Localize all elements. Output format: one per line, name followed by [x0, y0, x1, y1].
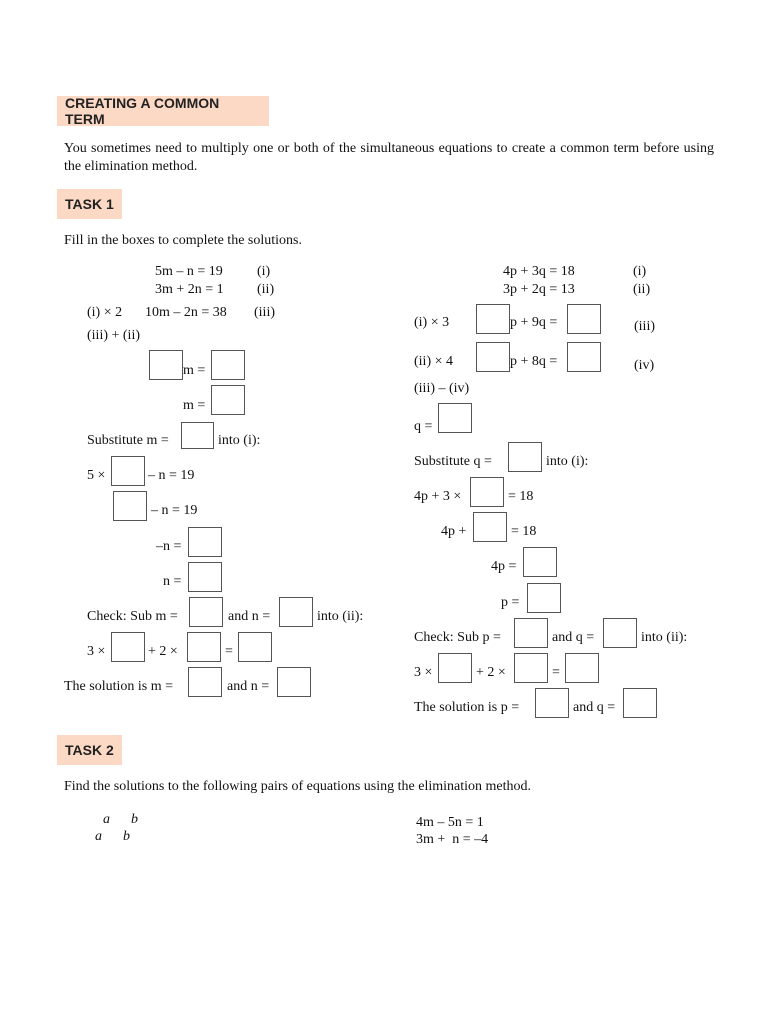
- answer-box[interactable]: [514, 653, 548, 683]
- answer-box[interactable]: [523, 547, 557, 577]
- task2-right-eq1: 4m – 5n = 1: [416, 815, 484, 830]
- answer-box[interactable]: [189, 597, 223, 627]
- left-solution-label: The solution is m =: [64, 679, 174, 694]
- left-line5-suffix: – n = 19: [148, 468, 195, 483]
- right-check-label: Check: Sub p =: [414, 630, 501, 645]
- answer-box[interactable]: [470, 477, 504, 507]
- left-verify-eq: =: [225, 644, 233, 659]
- answer-box[interactable]: [473, 512, 507, 542]
- right-solution-label: The solution is p =: [414, 700, 520, 715]
- right-sub-into: into (i):: [546, 454, 589, 469]
- right-line-a-suffix: = 18: [508, 489, 534, 504]
- right-line-b-suffix: = 18: [511, 524, 537, 539]
- left-line5-prefix: 5 ×: [87, 468, 106, 483]
- answer-box[interactable]: [113, 491, 147, 521]
- left-sub-label: Substitute m =: [87, 433, 169, 448]
- right-eq2: 3p + 2q = 13: [503, 282, 575, 297]
- left-solution-and: and n =: [227, 679, 270, 694]
- section-header: [57, 96, 269, 126]
- left-step2-label: (iii) + (ii): [87, 328, 140, 343]
- answer-box[interactable]: [535, 688, 569, 718]
- answer-box[interactable]: [188, 562, 222, 592]
- left-step1-eq: 10m – 2n = 38: [145, 305, 227, 320]
- right-step1-mid: p + 9q =: [510, 315, 558, 330]
- right-step1-tag: (iii): [634, 319, 655, 334]
- answer-box[interactable]: [181, 422, 214, 449]
- answer-box[interactable]: [149, 350, 183, 380]
- left-n-eq: n =: [163, 574, 182, 589]
- answer-box[interactable]: [238, 632, 272, 662]
- right-eq2-tag: (ii): [633, 282, 651, 297]
- left-check-label: Check: Sub m =: [87, 609, 178, 624]
- left-line6-suffix: – n = 19: [151, 503, 198, 518]
- left-eq2-tag: (ii): [257, 282, 275, 297]
- right-line-b-prefix: 4p +: [441, 524, 467, 539]
- left-step1-label: (i) × 2: [87, 305, 123, 320]
- task2-left-line1: a b: [103, 812, 138, 827]
- right-q-eq: q =: [414, 419, 433, 434]
- answer-box[interactable]: [623, 688, 657, 718]
- answer-box[interactable]: [438, 653, 472, 683]
- right-check-and: and q =: [552, 630, 595, 645]
- left-neg-n: –n =: [156, 539, 182, 554]
- right-eq1-tag: (i): [633, 264, 647, 279]
- answer-box[interactable]: [111, 632, 145, 662]
- answer-box[interactable]: [279, 597, 313, 627]
- answer-box[interactable]: [565, 653, 599, 683]
- left-verify-mid: + 2 ×: [148, 644, 178, 659]
- left-eq2: 3m + 2n = 1: [155, 282, 224, 297]
- right-check-into: into (ii):: [641, 630, 688, 645]
- answer-box[interactable]: [188, 667, 222, 697]
- answer-box[interactable]: [508, 442, 542, 472]
- left-eq1: 5m – n = 19: [155, 264, 223, 279]
- right-line-a-prefix: 4p + 3 ×: [414, 489, 462, 504]
- answer-box[interactable]: [603, 618, 637, 648]
- right-step1-label: (i) × 3: [414, 315, 450, 330]
- left-verify-prefix: 3 ×: [87, 644, 106, 659]
- left-m-eq2: m =: [183, 398, 206, 413]
- section-header-text: CREATING A COMMON TERM: [65, 95, 220, 127]
- answer-box[interactable]: [438, 403, 472, 433]
- right-sub-label: Substitute q =: [414, 454, 492, 469]
- left-m-eq1: m =: [183, 363, 206, 378]
- left-step1-tag: (iii): [254, 305, 275, 320]
- task2-header-text: TASK 2: [65, 742, 114, 758]
- right-step3-label: (iii) – (iv): [414, 381, 470, 396]
- answer-box[interactable]: [476, 304, 510, 334]
- task2-left-line2: a b: [95, 829, 130, 844]
- task1-instruction: Fill in the boxes to complete the solutions.: [64, 233, 302, 248]
- answer-box[interactable]: [567, 304, 601, 334]
- left-sub-into: into (i):: [218, 433, 261, 448]
- answer-box[interactable]: [567, 342, 601, 372]
- right-verify-mid: + 2 ×: [476, 665, 506, 680]
- right-step2-tag: (iv): [634, 358, 655, 373]
- left-check-into: into (ii):: [317, 609, 364, 624]
- answer-box[interactable]: [211, 385, 245, 415]
- task1-header: [57, 189, 122, 219]
- answer-box[interactable]: [188, 527, 222, 557]
- right-step2-mid: p + 8q =: [510, 354, 558, 369]
- right-p-eq: p =: [501, 595, 520, 610]
- right-step2-label: (ii) × 4: [414, 354, 453, 369]
- right-solution-and: and q =: [573, 700, 616, 715]
- left-eq1-tag: (i): [257, 264, 271, 279]
- intro-paragraph: You sometimes need to multiply one or both of the simultaneous equations to create a common term before using the elimination method.: [64, 141, 714, 174]
- task2-right-eq2: 3m + n = –4: [416, 832, 489, 847]
- right-verify-prefix: 3 ×: [414, 665, 433, 680]
- answer-box[interactable]: [187, 632, 221, 662]
- answer-box[interactable]: [277, 667, 311, 697]
- task1-header-text: TASK 1: [65, 196, 114, 212]
- task2-header: [57, 735, 122, 765]
- right-fourp-eq: 4p =: [491, 559, 517, 574]
- right-eq1: 4p + 3q = 18: [503, 264, 575, 279]
- task2-instruction: Find the solutions to the following pairs of equations using the elimination method.: [64, 779, 532, 794]
- answer-box[interactable]: [514, 618, 548, 648]
- answer-box[interactable]: [111, 456, 145, 486]
- answer-box[interactable]: [211, 350, 245, 380]
- answer-box[interactable]: [527, 583, 561, 613]
- answer-box[interactable]: [476, 342, 510, 372]
- right-verify-eq: =: [552, 665, 560, 680]
- left-check-and: and n =: [228, 609, 271, 624]
